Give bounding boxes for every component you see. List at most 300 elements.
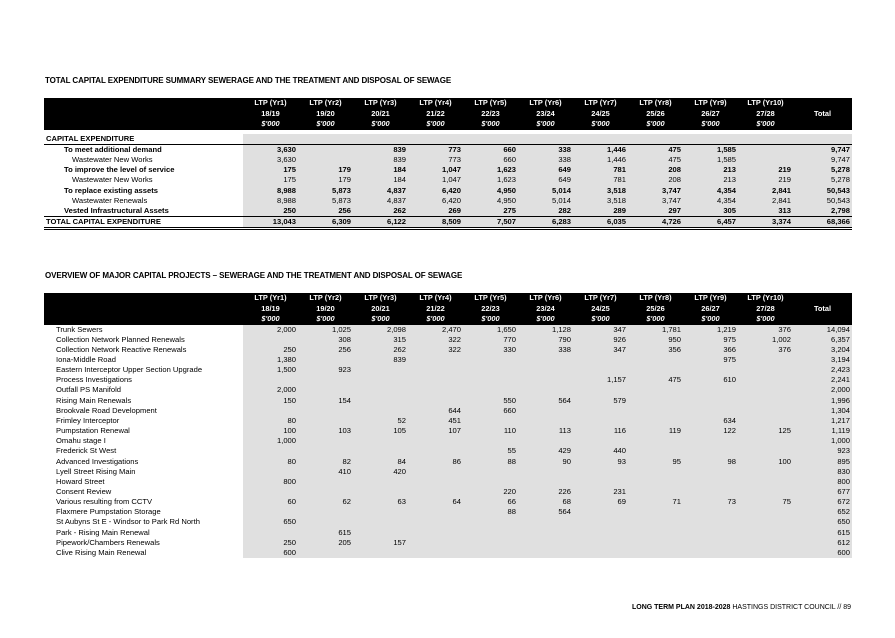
value-cell — [518, 528, 573, 538]
value-cell: 564 — [518, 507, 573, 517]
value-cell: 122 — [683, 426, 738, 436]
project-row — [44, 365, 852, 375]
header-row — [44, 119, 852, 130]
value-cell: 63 — [353, 497, 408, 507]
value-cell: 4,354 — [683, 196, 738, 206]
header-blank — [44, 293, 243, 304]
column-header: LTP (Yr7) — [573, 98, 628, 109]
footer-plan: LONG TERM PLAN 2018-2028 — [631, 604, 731, 611]
project-row — [44, 396, 852, 406]
value-cell — [683, 446, 738, 456]
column-header: $'000 — [298, 119, 353, 130]
column-header: $'000 — [298, 314, 353, 325]
value-cell: 429 — [518, 446, 573, 456]
value-cell: 6,420 — [408, 186, 463, 196]
value-cell: 1,446 — [573, 155, 628, 165]
value-cell: 1,380 — [243, 355, 298, 365]
value-cell: 14,094 — [793, 325, 852, 335]
value-cell: 5,014 — [518, 186, 573, 196]
project-row — [44, 487, 852, 497]
value-cell — [298, 155, 353, 165]
column-header: $'000 — [518, 314, 573, 325]
value-cell — [408, 467, 463, 477]
value-cell: 923 — [793, 446, 852, 456]
total-header: Total — [793, 109, 852, 120]
value-cell: 105 — [353, 426, 408, 436]
value-cell: 226 — [518, 487, 573, 497]
value-cell: 4,950 — [463, 186, 518, 196]
value-cell — [628, 355, 683, 365]
value-cell — [408, 487, 463, 497]
value-cell: 205 — [298, 538, 353, 548]
value-cell: 93 — [573, 457, 628, 467]
value-cell — [683, 477, 738, 487]
value-cell — [738, 396, 793, 406]
value-cell — [463, 365, 518, 375]
value-cell — [738, 406, 793, 416]
value-cell — [628, 517, 683, 527]
value-cell: 3,194 — [793, 355, 852, 365]
project-name: Collection Network Planned Renewals — [56, 334, 185, 344]
value-cell: 90 — [518, 457, 573, 467]
total-header — [793, 314, 852, 325]
value-cell — [353, 396, 408, 406]
value-cell: 6,122 — [353, 217, 408, 229]
project-row — [44, 467, 852, 477]
project-name: Clive Rising Main Renewal — [56, 547, 147, 557]
column-header: LTP (Yr2) — [298, 98, 353, 109]
project-name: Iona-Middle Road — [56, 354, 116, 364]
value-cell: 2,098 — [353, 325, 408, 335]
value-cell: 347 — [573, 325, 628, 335]
page-footer — [632, 604, 851, 611]
value-cell: 2,000 — [793, 385, 852, 395]
value-cell — [738, 548, 793, 558]
value-cell: 1,446 — [573, 144, 628, 155]
value-cell: 262 — [353, 345, 408, 355]
value-cell: 451 — [408, 416, 463, 426]
value-cell: 440 — [573, 446, 628, 456]
value-cell: 615 — [793, 528, 852, 538]
value-cell — [518, 538, 573, 548]
value-cell: 150 — [243, 396, 298, 406]
column-header: LTP (Yr8) — [628, 293, 683, 304]
value-cell: 305 — [683, 206, 738, 217]
value-cell — [738, 538, 793, 548]
column-header: LTP (Yr5) — [463, 293, 518, 304]
value-cell — [573, 538, 628, 548]
value-cell: 6,309 — [298, 217, 353, 229]
header-row — [44, 293, 852, 304]
empty-cell — [683, 134, 738, 145]
value-cell: 1,585 — [683, 144, 738, 155]
value-cell — [408, 396, 463, 406]
value-cell: 923 — [298, 365, 353, 375]
value-cell — [738, 365, 793, 375]
value-cell: 975 — [683, 355, 738, 365]
value-cell: 219 — [738, 175, 793, 185]
value-cell: 322 — [408, 345, 463, 355]
value-cell: 55 — [463, 446, 518, 456]
value-cell — [463, 548, 518, 558]
column-header: $'000 — [408, 119, 463, 130]
value-cell: 1,000 — [793, 436, 852, 446]
value-cell — [463, 416, 518, 426]
value-cell: 256 — [298, 345, 353, 355]
value-cell — [738, 446, 793, 456]
value-cell — [408, 436, 463, 446]
value-cell: 110 — [463, 426, 518, 436]
header-row — [44, 109, 852, 120]
value-cell: 71 — [628, 497, 683, 507]
value-cell: 634 — [683, 416, 738, 426]
value-cell: 5,278 — [793, 175, 852, 185]
column-header: 24/25 — [573, 109, 628, 120]
column-header: $'000 — [353, 314, 408, 325]
value-cell: 213 — [683, 175, 738, 185]
column-header: LTP (Yr1) — [243, 293, 298, 304]
value-cell — [683, 365, 738, 375]
column-header: 24/25 — [573, 304, 628, 315]
column-header: LTP (Yr3) — [353, 98, 408, 109]
value-cell — [573, 528, 628, 538]
value-cell — [463, 436, 518, 446]
value-cell: 600 — [243, 548, 298, 558]
empty-cell — [353, 134, 408, 145]
row-label: Wastewater New Works — [72, 175, 153, 185]
value-cell: 644 — [408, 406, 463, 416]
summary-row — [44, 217, 852, 229]
value-cell: 600 — [793, 548, 852, 558]
total-header: Total — [793, 304, 852, 315]
value-cell — [353, 375, 408, 385]
value-cell — [738, 155, 793, 165]
value-cell — [408, 446, 463, 456]
project-row — [44, 497, 852, 507]
value-cell — [683, 507, 738, 517]
project-name: Flaxmere Pumpstation Storage — [56, 507, 161, 517]
value-cell — [243, 446, 298, 456]
value-cell — [298, 507, 353, 517]
value-cell — [573, 355, 628, 365]
value-cell — [243, 467, 298, 477]
value-cell — [298, 436, 353, 446]
value-cell: 50,543 — [793, 186, 852, 196]
column-header: 19/20 — [298, 304, 353, 315]
value-cell: 4,950 — [463, 196, 518, 206]
column-header: LTP (Yr4) — [408, 293, 463, 304]
value-cell — [463, 528, 518, 538]
value-cell: 7,507 — [463, 217, 518, 229]
header-blank — [44, 109, 243, 120]
column-header: 20/21 — [353, 109, 408, 120]
value-cell: 4,354 — [683, 186, 738, 196]
value-cell — [408, 517, 463, 527]
column-header: LTP (Yr8) — [628, 98, 683, 109]
value-cell: 3,518 — [573, 186, 628, 196]
value-cell: 4,726 — [628, 217, 683, 229]
project-row — [44, 538, 852, 548]
value-cell — [298, 416, 353, 426]
value-cell: 50,543 — [793, 196, 852, 206]
section-label: CAPITAL EXPENDITURE — [44, 134, 243, 145]
value-cell — [518, 517, 573, 527]
value-cell: 13,043 — [243, 217, 298, 229]
value-cell: 125 — [738, 426, 793, 436]
value-cell — [573, 365, 628, 375]
value-cell: 649 — [518, 165, 573, 175]
value-cell — [408, 507, 463, 517]
summary-body — [44, 130, 852, 229]
value-cell: 338 — [518, 144, 573, 155]
project-name: Collection Network Reactive Renewals — [56, 344, 187, 354]
value-cell — [353, 446, 408, 456]
value-cell: 1,623 — [463, 165, 518, 175]
summary-row — [44, 196, 852, 206]
value-cell — [463, 517, 518, 527]
empty-cell — [793, 134, 852, 145]
column-header: 26/27 — [683, 109, 738, 120]
value-cell: 68 — [518, 497, 573, 507]
value-cell: 100 — [738, 457, 793, 467]
project-name: Park - Rising Main Renewal — [56, 527, 150, 537]
header-blank — [44, 119, 243, 130]
value-cell: 839 — [353, 155, 408, 165]
value-cell — [353, 436, 408, 446]
project-row — [44, 335, 852, 345]
value-cell: 262 — [353, 206, 408, 217]
project-row — [44, 325, 852, 335]
value-cell: 8,988 — [243, 186, 298, 196]
empty-cell — [573, 134, 628, 145]
value-cell: 356 — [628, 345, 683, 355]
value-cell: 175 — [243, 165, 298, 175]
value-cell: 773 — [408, 155, 463, 165]
empty-cell — [298, 134, 353, 145]
value-cell — [683, 436, 738, 446]
column-header: $'000 — [573, 314, 628, 325]
value-cell: 1,585 — [683, 155, 738, 165]
value-cell — [518, 375, 573, 385]
summary-row — [44, 186, 852, 196]
value-cell — [738, 517, 793, 527]
value-cell: 3,204 — [793, 345, 852, 355]
value-cell: 800 — [793, 477, 852, 487]
value-cell: 5,873 — [298, 196, 353, 206]
value-cell — [518, 477, 573, 487]
total-header — [793, 119, 852, 130]
value-cell: 73 — [683, 497, 738, 507]
value-cell: 1,025 — [298, 325, 353, 335]
column-header: LTP (Yr1) — [243, 98, 298, 109]
value-cell: 1,650 — [463, 325, 518, 335]
value-cell — [463, 355, 518, 365]
value-cell: 154 — [298, 396, 353, 406]
column-header: 25/26 — [628, 109, 683, 120]
value-cell — [298, 144, 353, 155]
value-cell: 80 — [243, 416, 298, 426]
value-cell: 179 — [298, 165, 353, 175]
column-header: 19/20 — [298, 109, 353, 120]
value-cell — [738, 528, 793, 538]
column-header: $'000 — [628, 119, 683, 130]
value-cell: 652 — [793, 507, 852, 517]
value-cell — [353, 528, 408, 538]
project-name: St Aubyns St E - Windsor to Park Rd North — [56, 517, 200, 527]
value-cell: 2,000 — [243, 325, 298, 335]
value-cell: 86 — [408, 457, 463, 467]
value-cell: 88 — [463, 507, 518, 517]
value-cell — [408, 375, 463, 385]
project-row — [44, 507, 852, 517]
value-cell: 839 — [353, 355, 408, 365]
value-cell: 1,500 — [243, 365, 298, 375]
value-cell — [298, 548, 353, 558]
project-name: Consent Review — [56, 487, 112, 496]
value-cell: 650 — [243, 517, 298, 527]
value-cell: 6,420 — [408, 196, 463, 206]
value-cell — [518, 365, 573, 375]
empty-cell — [738, 134, 793, 145]
value-cell: 184 — [353, 165, 408, 175]
projects-header — [44, 293, 852, 325]
value-cell — [353, 517, 408, 527]
column-header: LTP (Yr6) — [518, 293, 573, 304]
column-header: $'000 — [353, 119, 408, 130]
value-cell — [573, 548, 628, 558]
value-cell: 1,996 — [793, 396, 852, 406]
value-cell: 8,509 — [408, 217, 463, 229]
value-cell: 781 — [573, 165, 628, 175]
value-cell: 5,014 — [518, 196, 573, 206]
value-cell — [628, 467, 683, 477]
value-cell — [518, 416, 573, 426]
value-cell — [683, 406, 738, 416]
column-header: LTP (Yr7) — [573, 293, 628, 304]
value-cell: 2,241 — [793, 375, 852, 385]
section-row — [44, 134, 852, 145]
value-cell: 790 — [518, 335, 573, 345]
column-header: $'000 — [573, 119, 628, 130]
total-header — [793, 98, 852, 109]
value-cell: 660 — [463, 155, 518, 165]
value-cell — [573, 477, 628, 487]
value-cell: 66 — [463, 497, 518, 507]
value-cell: 1,047 — [408, 165, 463, 175]
project-row — [44, 477, 852, 487]
value-cell: 88 — [463, 457, 518, 467]
value-cell — [298, 406, 353, 416]
value-cell — [628, 528, 683, 538]
column-header: 21/22 — [408, 304, 463, 315]
value-cell: 579 — [573, 396, 628, 406]
value-cell: 62 — [298, 497, 353, 507]
value-cell: 1,623 — [463, 175, 518, 185]
value-cell — [243, 375, 298, 385]
summary-row — [44, 165, 852, 175]
value-cell — [353, 487, 408, 497]
value-cell: 1,119 — [793, 426, 852, 436]
value-cell — [408, 355, 463, 365]
value-cell: 672 — [793, 497, 852, 507]
empty-cell — [518, 134, 573, 145]
value-cell: 550 — [463, 396, 518, 406]
value-cell — [298, 375, 353, 385]
value-cell: 6,457 — [683, 217, 738, 229]
value-cell: 2,470 — [408, 325, 463, 335]
value-cell: 3,747 — [628, 196, 683, 206]
value-cell — [573, 517, 628, 527]
value-cell: 80 — [243, 457, 298, 467]
value-cell: 781 — [573, 175, 628, 185]
value-cell: 4,837 — [353, 196, 408, 206]
value-cell: 84 — [353, 457, 408, 467]
value-cell: 6,035 — [573, 217, 628, 229]
value-cell: 338 — [518, 155, 573, 165]
project-name: Process Investigations — [56, 375, 132, 385]
value-cell — [573, 385, 628, 395]
value-cell — [243, 487, 298, 497]
value-cell — [628, 548, 683, 558]
value-cell — [463, 477, 518, 487]
summary-header — [44, 98, 852, 130]
value-cell: 6,283 — [518, 217, 573, 229]
column-header: 27/28 — [738, 109, 793, 120]
value-cell — [353, 507, 408, 517]
value-cell — [408, 477, 463, 487]
value-cell: 3,518 — [573, 196, 628, 206]
value-cell: 184 — [353, 175, 408, 185]
value-cell: 376 — [738, 345, 793, 355]
value-cell — [683, 528, 738, 538]
value-cell: 179 — [298, 175, 353, 185]
value-cell — [738, 416, 793, 426]
value-cell — [738, 436, 793, 446]
value-cell: 420 — [353, 467, 408, 477]
value-cell — [683, 548, 738, 558]
value-cell: 3,374 — [738, 217, 793, 229]
value-cell — [628, 538, 683, 548]
value-cell — [298, 487, 353, 497]
project-name: Brookvale Road Development — [56, 405, 157, 415]
column-header: $'000 — [463, 314, 518, 325]
value-cell: 4,837 — [353, 186, 408, 196]
column-header: $'000 — [463, 119, 518, 130]
value-cell: 1,781 — [628, 325, 683, 335]
value-cell: 103 — [298, 426, 353, 436]
column-header: LTP (Yr3) — [353, 293, 408, 304]
project-row — [44, 406, 852, 416]
project-name: Frederick St West — [56, 446, 117, 456]
value-cell — [463, 467, 518, 477]
total-header — [793, 293, 852, 304]
value-cell — [573, 416, 628, 426]
value-cell: 313 — [738, 206, 793, 217]
value-cell — [738, 467, 793, 477]
value-cell — [628, 436, 683, 446]
value-cell — [738, 375, 793, 385]
project-name: Advanced Investigations — [56, 456, 139, 466]
value-cell — [628, 507, 683, 517]
value-cell — [683, 487, 738, 497]
project-name: Trunk Sewers — [56, 324, 103, 334]
value-cell — [243, 528, 298, 538]
value-cell: 213 — [683, 165, 738, 175]
value-cell: 975 — [683, 335, 738, 345]
value-cell — [738, 477, 793, 487]
value-cell — [628, 365, 683, 375]
column-header: 22/23 — [463, 304, 518, 315]
